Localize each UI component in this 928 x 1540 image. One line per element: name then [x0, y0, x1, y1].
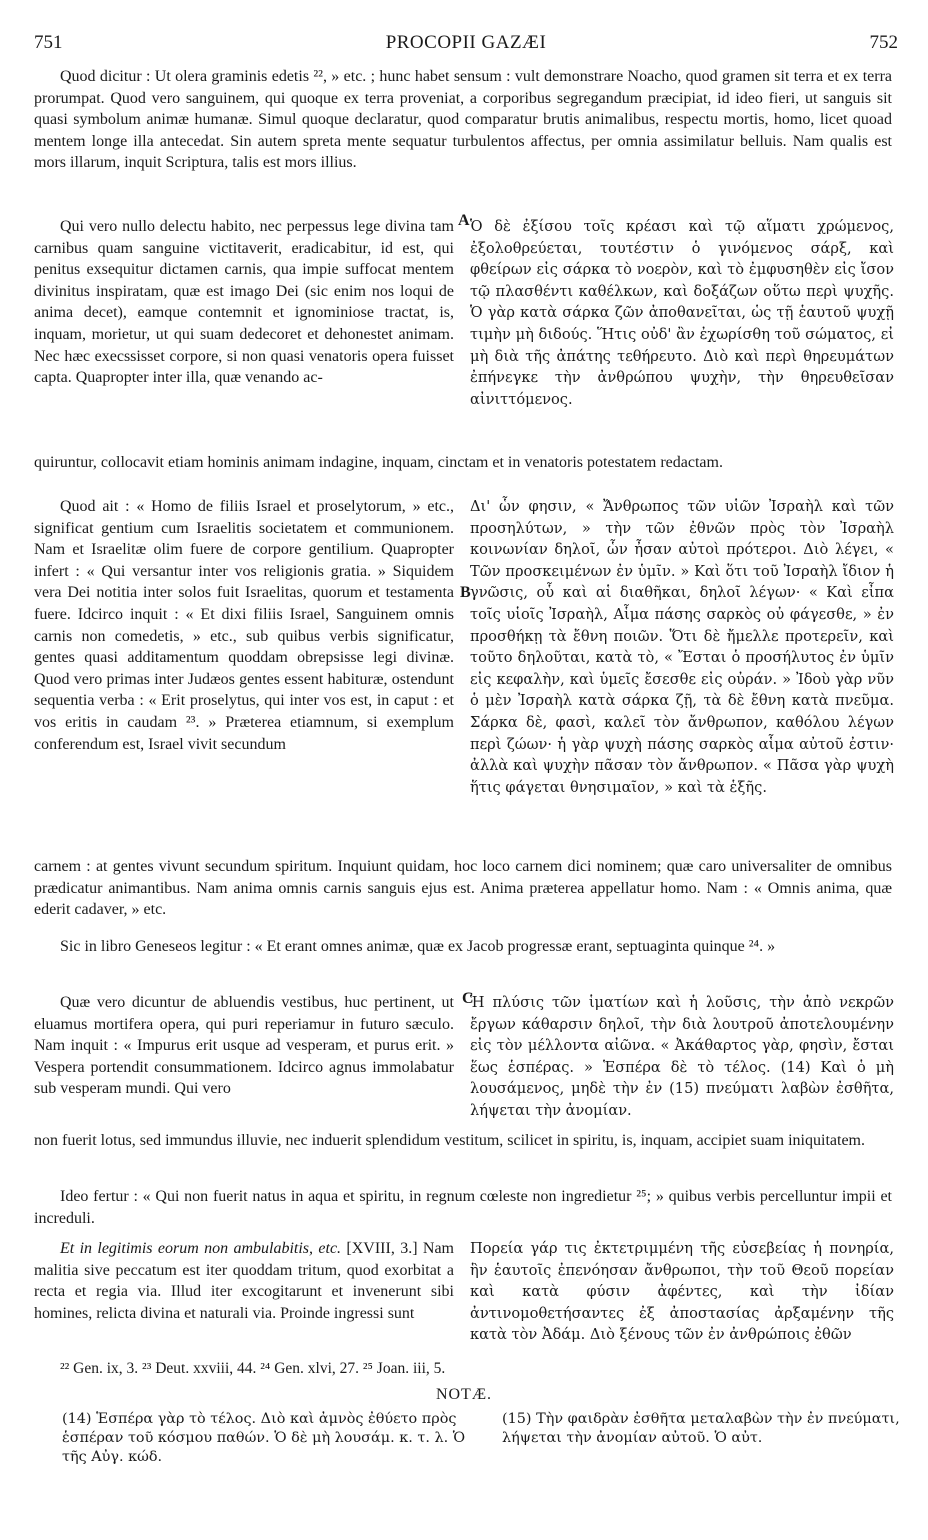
- page-number-left: 751: [34, 32, 63, 53]
- section-marker-a: A: [458, 212, 470, 229]
- latin-d-rest: [XVIII, 3.] Nam malitia sive peccatum est iter quoddam tritum, quod exorbitat a recta et regia via. Illud iter excogitarunt et invenerunt sibi homines, relicta divina et naturali via. Proinde ingressi sunt: [34, 1240, 454, 1322]
- intro-paragraph: Quod dicitur : Ut olera graminis edetis ²², » etc. ; hunc habet sensum : vult demonstrare Noacho, quod gramen sit terra et ex terra prorumpat. Quod vero sanguinem, qui quoque ex terra proveniat, a corporibus segregandum præcipiat, id ideo fieri, ut sanguis sit quasi symbolum animæ humanæ. Simul quoque declaratur, quod comparatur brutis animalibus, respectu mortis, homo, licet quoad mentem longe illa antecedat. Sin autem spreta mente sequatur turbulentos affectus, per omnia assimilatur belluis. Nam qualis est mors illarum, inquit Scriptura, talis est mors illius.: [34, 68, 892, 172]
- greek-column-b: Δι' ὧν φησιν, « Ἄνθρωπος τῶν υἱῶν Ἰσραὴλ καὶ τῶν προσηλύτων, » τὴν τῶν ἐθνῶν πρὸς τὸν Ἰσραὴλ κοινωνίαν δηλοῖ, ὧν ἦσαν αὐτοὶ πρότεροι. Διὸ λέγει, « Τῶν προσκειμένων ἐν ὑμῖν. » Καὶ ὅτι τοῦ Ἰσραὴλ ἴδιον ἡ γνῶσις, οὗ καὶ αἱ διαθῆκαι, δηλοῖ λέγων· « Καὶ εἶπα τοῖς υἱοῖς Ἰσραὴλ, Αἷμα πάσης σαρκὸς οὐ φάγεσθε, » ἐν προσθήκῃ τὰ ἔθνη ποιῶν. Ὅτι δὲ ἤμελλε προτερεῖν, καὶ τοῦτο δηλοῦται, κατὰ τὸ, « Ἔσται ὁ προσήλυτος ἐν ὑμῖν εἰς κεφαλὴν, καὶ ὑμεῖς ἔσεσθε εἰς οὐράν. » Ἰδοὺ γὰρ νῦν ὁ μὲν Ἰσραὴλ κατὰ σάρκα ζῇ, τὰ δὲ ἔθνη κατὰ πνεῦμα. Σάρκα δὲ, φασὶ, καλεῖ τὸν ἄνθρωπον, καθόλου λέγων περὶ ζώων· ἡ γὰρ ψυχὴ πάσης σαρκὸς αἷμα αὐτοῦ ἐστιν· ἀλλὰ καὶ ψυχὴν πᾶσαν τὸν ἄνθρωπον. « Πᾶσα γὰρ ψυχὴ ἥτις φάγεται θνησιμαῖον, » καὶ τὰ ἑξῆς.: [470, 498, 894, 796]
- latin-column-d: [34, 1238, 454, 1324]
- note-15: (15) Τὴν φαιδρὰν ἐσθῆτα μεταλαβὼν τὴν ἐν πνεύματι, λήψεται τὴν ἀνομίαν αὐτοῦ. Ὁ αὐτ.: [502, 1411, 900, 1446]
- latin-column-b: Quod ait : « Homo de filiis Israel et proselytorum, » etc., significat gentium cum Israelitis societatem et communionem. Nam et Israelitæ olim fuere de corpore gentilium. Quapropter infert : « Qui versantur inter vos religionis gratia. » Siquidem vera Dei notitia inter solos fuit Israelitas, quorum et testamenta fuere. Idcirco inquit : « Et dixi filiis Israel, Sanguinem omnis carnis non comedetis, » etc., sub quibus verbis significatur, gentes quasi additamentum quoddam obrepsisse legi divinæ. Quod vero primas inter Judæos gentes essent habituræ, ostendunt sequentia verba : « Erit proselytus, qui inter vos est, in caput : et vos eritis in caudam ²³. » Præterea etiamnum, si exemplum conferendum est, Israel vivit secundum: [34, 498, 454, 753]
- section-marker-c: C: [462, 990, 474, 1007]
- page-title: PROCOPII GAZÆI: [385, 32, 547, 53]
- notae-heading: NOTÆ.: [435, 1386, 493, 1403]
- note-14: (14) Ἑσπέρα γὰρ τὸ τέλος. Διὸ καὶ ἀμνὸς ἐθύετο πρὸς ἑσπέραν τοῦ κόσμου παθών. Ὁ δὲ μὴ λουσάμ. κ. τ. λ. Ὁ τῆς Αὐγ. κώδ.: [62, 1411, 466, 1465]
- latin-column-a: Qui vero nullo delectu habito, nec perpessus lege divina tam carnibus quam sanguine victitaverit, eradicabitur, id est, qui penitus exsequitur dictamen carnis, qua impie suffocat mentem divinitus inspiratam, quæ est imago Dei (sic enim nos loqui de anima decet), eamque contemnit et ignominiose tractat, is, inquam, morietur, ut qui suam dedecoret et dehonestet animam. Nec hæc execssisset corpore, si non quasi venatoris opera fuisset capta. Quapropter inter illa, quæ venando ac-: [34, 218, 454, 387]
- ideo-paragraph: Ideo fertur : « Qui non fuerit natus in aqua et spiritu, in regnum cœleste non ingredietur ²⁵; » quibus verbis percelluntur impii et increduli.: [34, 1188, 892, 1227]
- greek-column-d: Πορεία γάρ τις ἐκτετριμμένη τῆς εὐσεβείας ἡ πονηρία, ἣν ἑαυτοῖς ἐπενόησαν ἄνθρωποι, τὴν τοῦ Θεοῦ πορείαν καὶ κατὰ φύσιν ἀφέντες, καὶ τὴν ἰδίαν ἀντινομοθετήσαντες ἐξ ἀποστασίας ἀρξαμένην τῆς κατὰ τὸν Ἀδάμ. Διὸ ξένους τῶν ἐν ἀνθρώποις ἐθῶν: [470, 1240, 894, 1344]
- greek-column-c: Ἡ πλύσις τῶν ἱματίων καὶ ἡ λοῦσις, τὴν ἀπὸ νεκρῶν ἔργων κάθαρσιν δηλοῖ, τὴν διὰ λουτροῦ ἀποτελουμένην εἰς τὸν μέλλοντα αἰῶνα. « Ἀκάθαρτος γὰρ, φησὶν, ἔσται ἕως ἑσπέρας. » Ἑσπέρα δὲ τὸ τέλος. (14) Καὶ ὁ μὴ λουσάμενος, μηδὲ τὴν ἐν (15) πνεύματι λαβὼν ἐσθῆτα, λήψεται τὴν ἀνομίαν.: [470, 994, 894, 1119]
- latin-column-c: Quæ vero dicuntur de abluendis vestibus, huc pertinent, ut eluamus mortifera opera, qui puri reperiamur in futuro sæculo. Nam inquit : « Impurus erit usque ad vesperam, et purus erit. » Vespera portendit consummationem. Idcirco agnus immolabatur sub vesperam mundi. Qui vero: [34, 994, 454, 1098]
- lemma-italic: Et in legitimis eorum non ambulabitis, etc.: [60, 1240, 342, 1257]
- latin-continuation-a: quiruntur, collocavit etiam hominis animam indagine, inquam, cinctam et in venatoris potestatem redactam.: [34, 454, 723, 471]
- page-number-right: 752: [869, 32, 898, 53]
- section-marker-b: B: [460, 584, 471, 601]
- greek-column-a: Ὁ δὲ ἐξίσου τοῖς κρέασι καὶ τῷ αἵματι χρώμενος, ἐξολοθρεύεται, τουτέστιν ὁ γινόμενος σάρξ, καὶ φθείρων εἰς σάρκα τὸ νοερὸν, καὶ τὸ ἐμφυσηθὲν εἰς ἴσον τῷ πλασθέντι καθέλκων, καὶ δοξάζων οὕτω περὶ ψυχῆς. Ὁ γὰρ κατὰ σάρκα ζῶν ἀποθανεῖται, ὡς τῇ ἑαυτοῦ ψυχῇ τιμὴν μὴ διδούς. Ἥτις οὐδ' ἂν ἐχωρίσθη τοῦ σώματος, εἰ μὴ διὰ τῆς ἀπάτης τεθήρευτο. Διὸ καὶ περὶ θηρευμάτων ἐπήνεγκε τὴν ἀνθρώπου ψυχὴν, τὴν θηρευθεῖσαν αἰνιττόμενος.: [470, 218, 894, 408]
- running-header: [34, 32, 898, 58]
- genesis-paragraph: Sic in libro Geneseos legitur : « Et erant omnes animæ, quæ ex Jacob progressæ erant, septuaginta quinque ²⁴. »: [60, 938, 776, 955]
- latin-continuation-b: carnem : at gentes vivunt secundum spiritum. Inquiunt quidam, hoc loco carnem dici nominem; quæ caro universaliter de omnibus prædicatur animantibus. Nam anima omnis carnis sanguis ejus est. Anima præterea appellatur homo. Nam : « Omnis anima, quæ ederit cadaver, » etc.: [34, 858, 892, 919]
- latin-continuation-c: non fuerit lotus, sed immundus illuvie, nec induerit splendidum vestitum, scilicet in spiritu, is, inquam, accipiet suam iniquitatem.: [34, 1132, 865, 1149]
- scripture-references: ²² Gen. ix, 3. ²³ Deut. xxviii, 44. ²⁴ Gen. xlvi, 27. ²⁵ Joan. iii, 5.: [60, 1360, 446, 1377]
